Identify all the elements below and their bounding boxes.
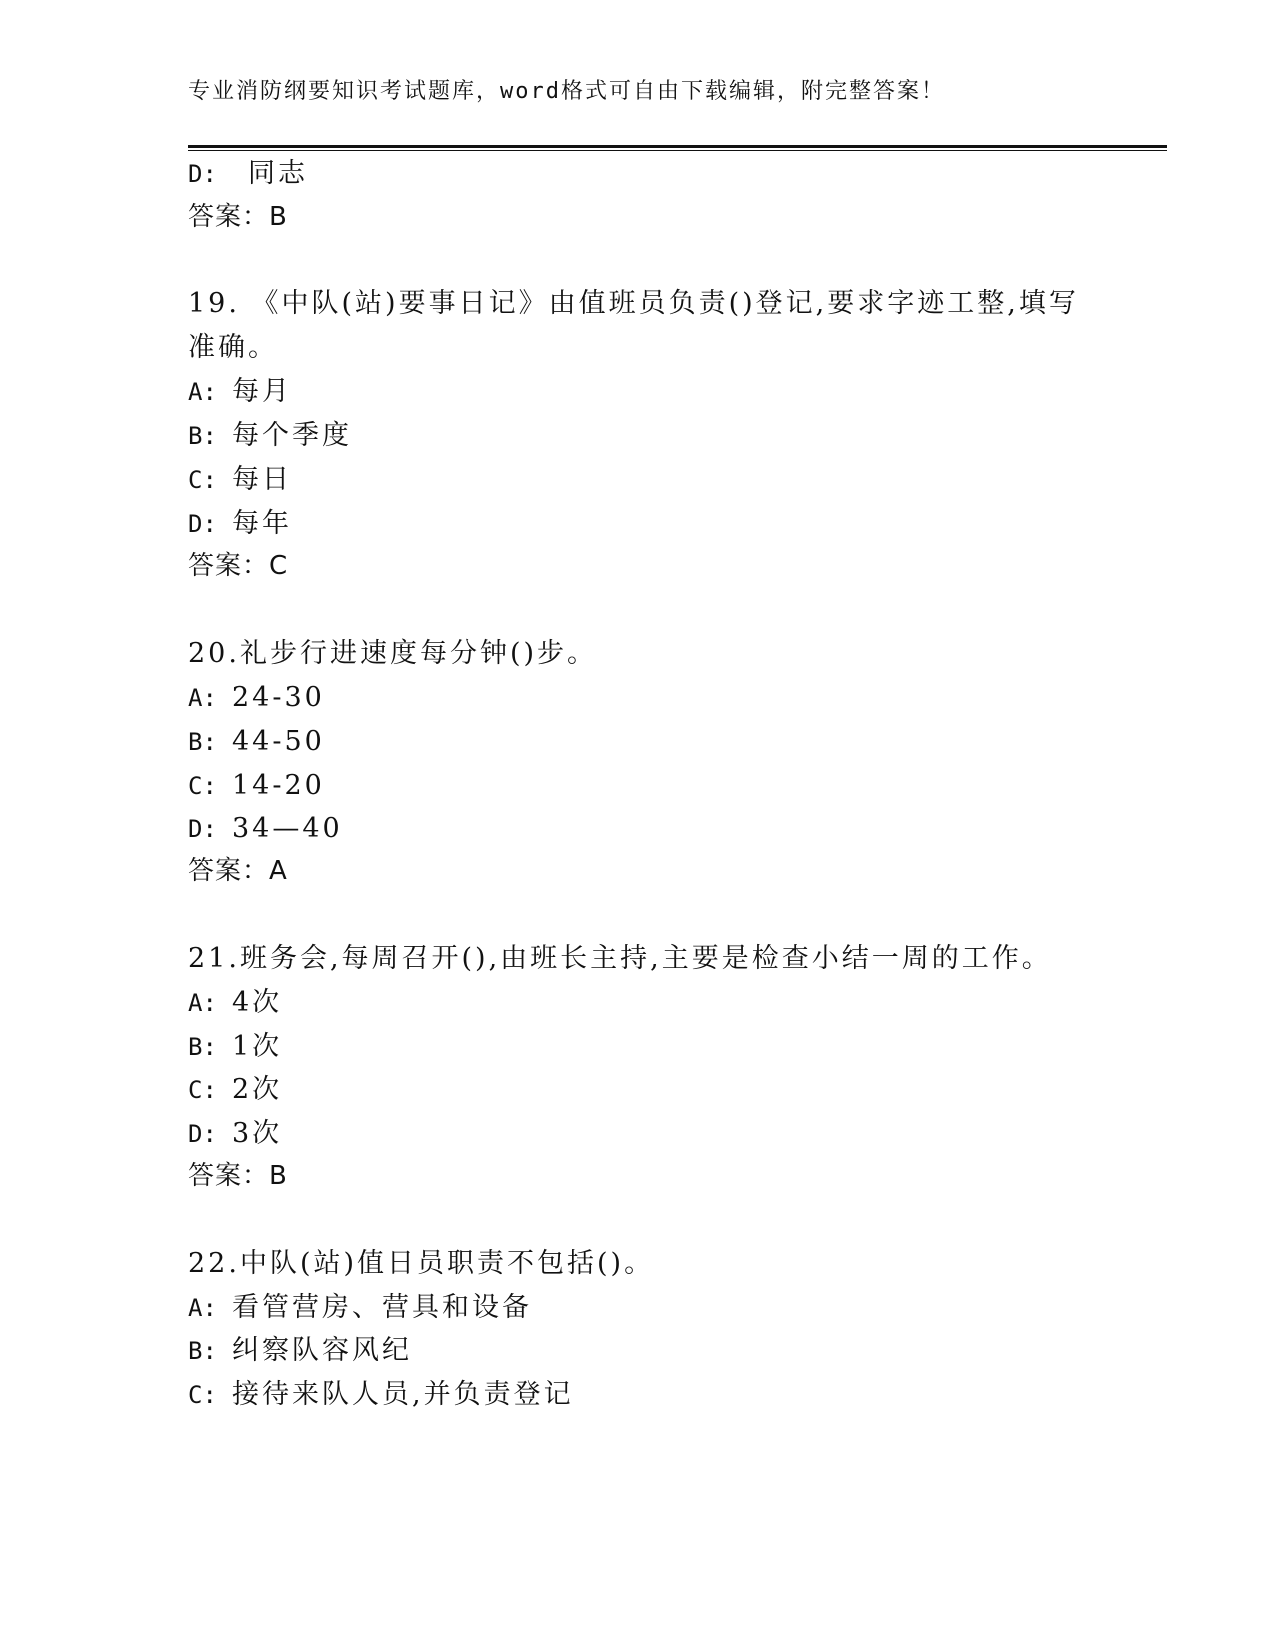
question-20-answer: 答案：A bbox=[188, 856, 288, 886]
header-rule-thin bbox=[188, 150, 1167, 151]
question-21-option-c bbox=[188, 1076, 282, 1103]
question-22-text: 22.中队(站)值日员职责不包括()。 bbox=[188, 1248, 655, 1279]
option-text: 每个季度 bbox=[232, 420, 352, 451]
question-19-text-line1: 19. 《中队(站)要事日记》由值班员负责()登记,要求字迹工整,填写 bbox=[188, 288, 1079, 319]
option-label: B: bbox=[188, 1337, 217, 1365]
question-19-answer: 答案：C bbox=[188, 551, 289, 581]
option-text: 看管营房、营具和设备 bbox=[232, 1292, 532, 1323]
question-21-option-a bbox=[188, 989, 282, 1016]
option-label: D: bbox=[188, 1120, 217, 1148]
prev-option-d bbox=[188, 160, 308, 187]
option-text: 3次 bbox=[232, 1118, 283, 1149]
option-text: 44-50 bbox=[232, 726, 325, 757]
question-20-option-c bbox=[188, 772, 325, 799]
header-rule-thick bbox=[188, 145, 1167, 148]
option-label: A: bbox=[188, 1294, 217, 1322]
question-21-option-b bbox=[188, 1033, 282, 1060]
option-text: 每月 bbox=[232, 376, 292, 407]
option-label: D: bbox=[188, 160, 217, 188]
question-20-option-d bbox=[188, 815, 343, 842]
question-19-text-line2: 准确。 bbox=[188, 332, 278, 363]
question-20-option-b bbox=[188, 728, 325, 755]
option-text: 34—40 bbox=[232, 813, 343, 844]
option-text: 同志 bbox=[248, 158, 308, 189]
question-19-option-a bbox=[188, 378, 292, 405]
option-label: D: bbox=[188, 510, 217, 538]
question-19-option-d bbox=[188, 510, 292, 537]
header-text: 专业消防纲要知识考试题库，word格式可自由下载编辑，附完整答案！ bbox=[188, 79, 945, 104]
option-text: 纠察队容风纪 bbox=[232, 1335, 412, 1366]
option-text: 每年 bbox=[232, 508, 292, 539]
option-text: 每日 bbox=[232, 464, 292, 495]
option-label: A: bbox=[188, 684, 217, 712]
option-label: C: bbox=[188, 772, 217, 800]
question-20-option-a bbox=[188, 684, 325, 711]
option-label: B: bbox=[188, 422, 217, 450]
option-label: B: bbox=[188, 728, 217, 756]
question-19-option-c bbox=[188, 466, 292, 493]
question-22-option-b bbox=[188, 1337, 412, 1364]
question-19-option-b bbox=[188, 422, 352, 449]
option-label: C: bbox=[188, 466, 217, 494]
question-21-answer: 答案：B bbox=[188, 1161, 288, 1191]
option-text: 4次 bbox=[232, 987, 283, 1018]
question-21-option-d bbox=[188, 1120, 282, 1147]
option-label: D: bbox=[188, 815, 217, 843]
option-text: 1次 bbox=[232, 1031, 283, 1062]
option-label: B: bbox=[188, 1033, 217, 1061]
question-22-option-a bbox=[188, 1294, 532, 1321]
option-text: 14-20 bbox=[232, 770, 325, 801]
question-20-text: 20.礼步行进速度每分钟()步。 bbox=[188, 638, 598, 669]
option-label: A: bbox=[188, 989, 217, 1017]
option-text: 2次 bbox=[232, 1074, 283, 1105]
prev-answer: 答案：B bbox=[188, 202, 288, 232]
option-label: A: bbox=[188, 378, 217, 406]
option-text: 24-30 bbox=[232, 682, 325, 713]
option-label: C: bbox=[188, 1076, 217, 1104]
option-label: C: bbox=[188, 1381, 217, 1409]
option-text: 接待来队人员,并负责登记 bbox=[232, 1379, 574, 1410]
question-21-text: 21.班务会,每周召开(),由班长主持,主要是检查小结一周的工作。 bbox=[188, 943, 1052, 974]
question-22-option-c bbox=[188, 1381, 574, 1408]
